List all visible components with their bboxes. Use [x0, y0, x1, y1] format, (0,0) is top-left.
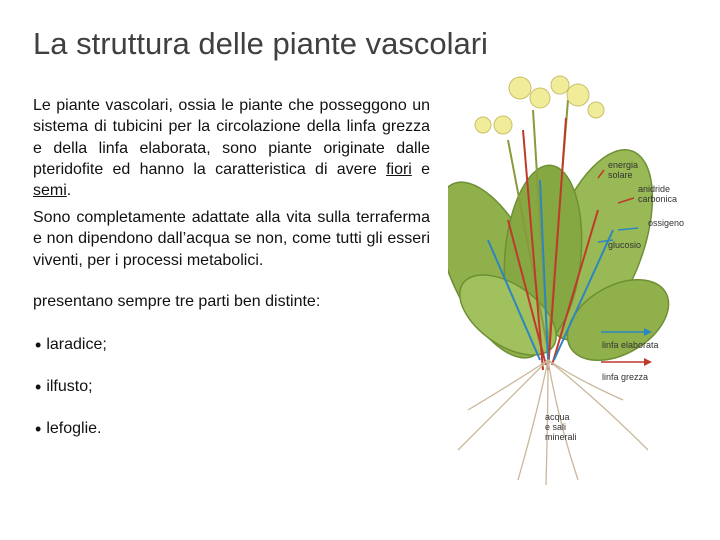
intro-prefix: Le	[33, 97, 57, 114]
bullet-icon: •	[35, 335, 42, 355]
term-piante-vascolari: piante vascolari	[56, 97, 169, 114]
term-fusto: fusto	[53, 378, 89, 395]
item-suffix: .	[97, 420, 102, 437]
intro-paragraph	[33, 95, 430, 201]
intro-end: .	[66, 182, 72, 200]
item-prefix: la	[46, 336, 59, 353]
label-anidride: anidride	[638, 184, 671, 194]
term-radice: radice	[58, 336, 103, 353]
flower	[494, 116, 512, 134]
page-title: La struttura delle piante vascolari	[33, 26, 488, 61]
label-energia: energia	[608, 160, 639, 170]
term-foglie: foglie	[58, 420, 98, 437]
parts-intro: presentano sempre tre parti ben distinte:	[33, 293, 321, 310]
label-e-sali: e sali	[545, 422, 567, 432]
item-prefix: il	[46, 378, 54, 395]
plant-diagram	[448, 70, 710, 490]
label-solare: solare	[608, 170, 633, 180]
flowers	[475, 76, 604, 134]
label-acqua: acqua	[545, 412, 570, 422]
bullet-icon: •	[35, 377, 42, 397]
flower	[509, 77, 531, 99]
item-suffix: ;	[88, 378, 93, 395]
label-ossigeno: ossigeno	[648, 218, 685, 228]
item-prefix: le	[46, 420, 59, 437]
flower	[567, 84, 589, 106]
parts-list	[35, 336, 107, 462]
term-fiori: fiori	[386, 160, 412, 178]
item-suffix: ;	[102, 336, 107, 353]
intro-text: , ossia le piante che posseggono un sistema di tubicini per la circolazione della linfa grezza e della linfa elaborata, sono piante originate dalle pteridofite ed hanno la caratteristica di avere	[33, 97, 431, 178]
label-linfa-grezza: linfa grezza	[602, 372, 649, 382]
list-item	[35, 336, 107, 378]
label-carbonica: carbonica	[638, 194, 678, 204]
flower	[588, 102, 604, 118]
label-glucosio: glucosio	[608, 240, 642, 250]
label-minerali: minerali	[545, 432, 577, 442]
list-item	[35, 378, 107, 420]
intro-and: e	[411, 160, 431, 178]
list-item	[35, 420, 107, 462]
flower	[551, 76, 569, 94]
bullet-icon: •	[35, 419, 42, 439]
flower	[475, 117, 491, 133]
arrow-head-icon	[644, 358, 652, 366]
term-semi: semi	[33, 182, 67, 200]
adaptation-paragraph: Sono completamente adattate alla vita sulla terraferma e non dipendono dall’acqua se non, come tutti gli esseri viventi, per i processi metabolici.	[33, 209, 430, 269]
label-linfa-elaborata: linfa elaborata	[602, 340, 659, 350]
flower	[530, 88, 550, 108]
